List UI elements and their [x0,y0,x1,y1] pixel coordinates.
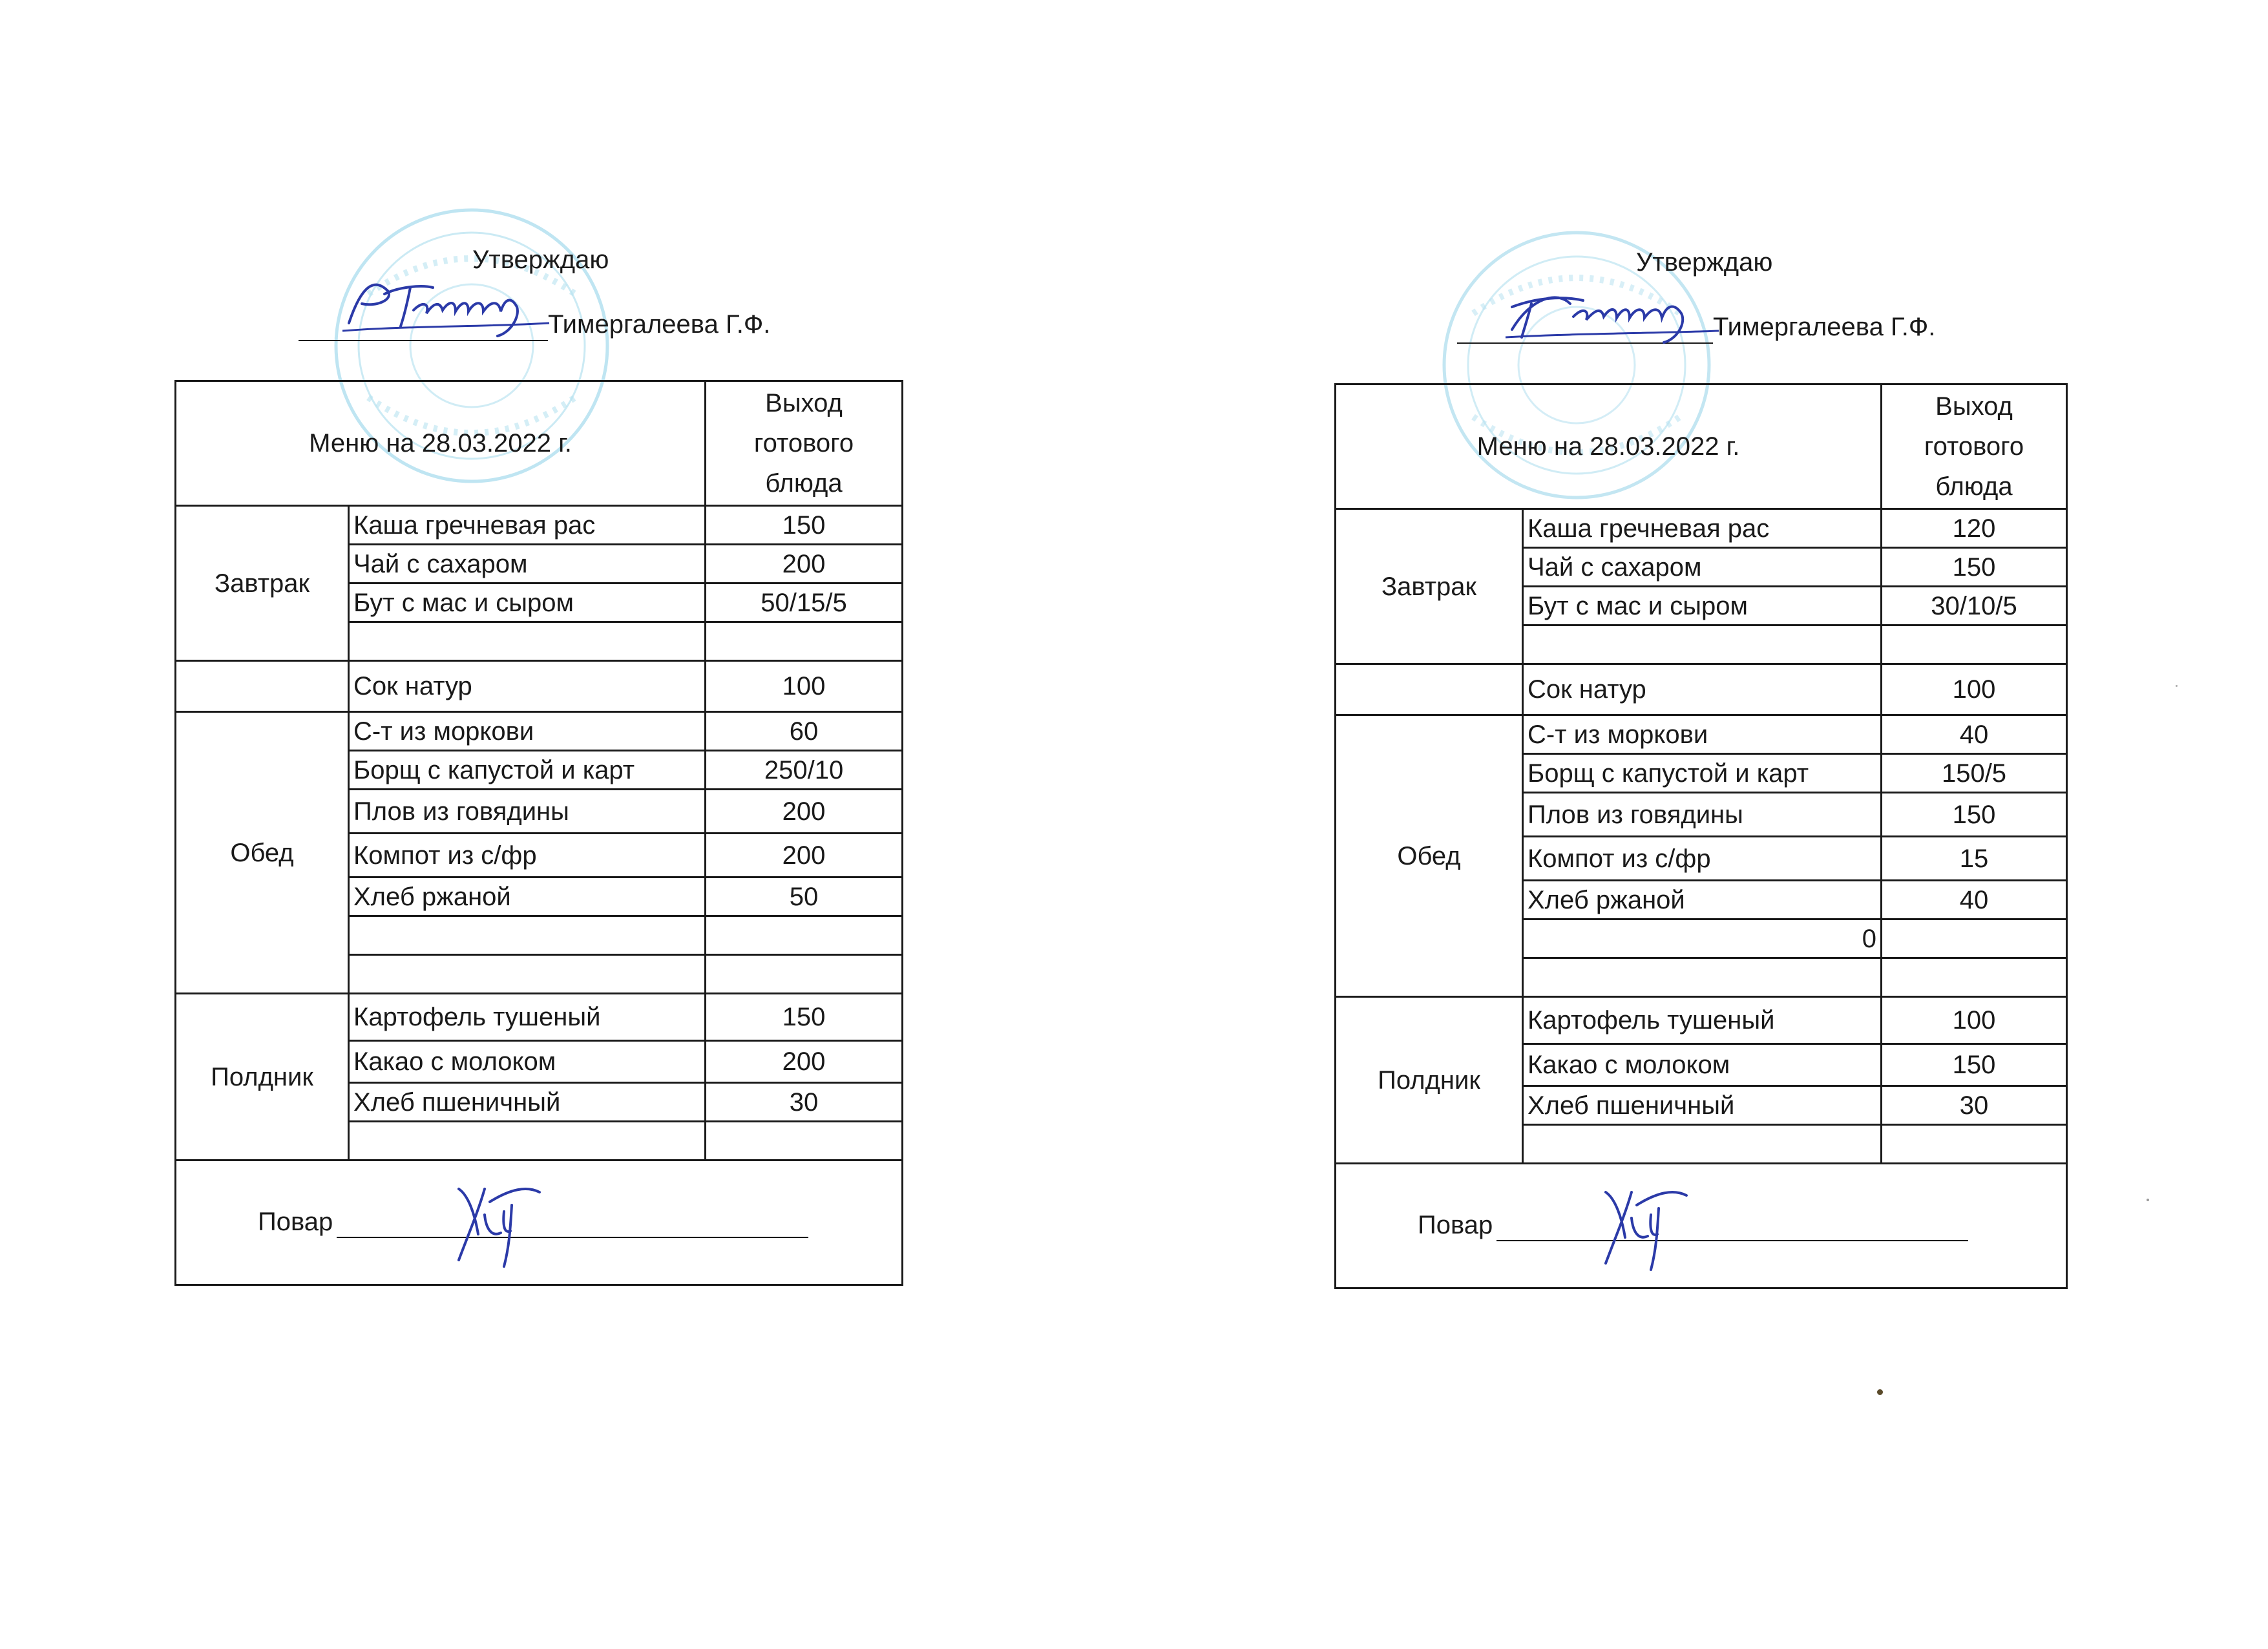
output-header-line: блюда [765,469,843,498]
dish-cell [349,622,706,661]
table-row [1336,509,2067,548]
meal-label-empty [1336,664,1523,715]
meal-label-breakfast: Завтрак [176,506,349,661]
cook-row [1336,1164,2067,1288]
menu-table [174,380,903,1286]
cook-label: Повар [258,1208,333,1236]
dish-cell: Каша гречневая рас [1523,509,1882,548]
qty-cell: 40 [1882,881,2067,919]
table-row [176,994,903,1041]
output-header-line: Выход [1935,392,2013,421]
qty-cell [706,1122,903,1161]
qty-cell: 30/10/5 [1882,587,2067,625]
dish-cell [1523,625,1882,664]
meal-label-snack: Полдник [1336,997,1523,1164]
qty-cell [1882,1125,2067,1164]
scan-speck [2176,685,2178,687]
qty-cell: 150 [706,506,903,545]
scan-speck [1877,1389,1883,1395]
output-header-line: готового [753,429,854,457]
dish-cell [1523,1125,1882,1164]
table-row [1336,664,2067,715]
qty-cell: 150 [706,994,903,1041]
cook-signature-icon [1586,1179,1690,1276]
qty-cell: 250/10 [706,751,903,790]
meal-label-lunch: Обед [176,712,349,994]
table-row [1336,715,2067,754]
qty-cell: 30 [1882,1086,2067,1125]
qty-cell: 100 [1882,997,2067,1044]
dish-cell: Плов из говядины [1523,793,1882,837]
output-header-line: Выход [765,389,843,417]
qty-cell: 200 [706,834,903,877]
dish-cell: С-т из моркови [349,712,706,751]
dish-cell: Бут с мас и сыром [349,583,706,622]
qty-cell: 200 [706,545,903,583]
scan-speck [2147,1199,2149,1201]
output-header [1882,384,2067,509]
menu-sheet-left [0,0,854,1357]
qty-cell: 30 [706,1083,903,1122]
meal-label-snack: Полдник [176,994,349,1161]
dish-cell: Сок натур [1523,664,1882,715]
output-header-line: готового [1924,432,2024,461]
cook-label: Повар [1418,1211,1493,1239]
output-header [706,381,903,506]
dish-cell: Чай с сахаром [349,545,706,583]
table-header-row [1336,384,2067,509]
dish-cell: Борщ с капустой и карт [349,751,706,790]
table-row [176,661,903,712]
dish-cell: Компот из с/фр [1523,837,1882,881]
approve-title: Утверждаю [472,246,609,274]
qty-cell: 120 [1882,509,2067,548]
qty-cell: 40 [1882,715,2067,754]
table-header-row [176,381,903,506]
dish-cell: Плов из говядины [349,790,706,834]
dish-cell: Хлеб ржаной [1523,881,1882,919]
table-row [1336,997,2067,1044]
table-row [176,712,903,751]
dish-cell: Картофель тушеный [349,994,706,1041]
approver-signature-icon [336,271,556,342]
qty-cell: 50/15/5 [706,583,903,622]
output-header-line: блюда [1935,472,2013,501]
qty-cell [1882,958,2067,997]
menu-date-label: Меню на 28.03.2022 г. [176,381,706,506]
dish-cell: Бут с мас и сыром [1523,587,1882,625]
dish-cell [1523,958,1882,997]
dish-cell [349,916,706,955]
dish-cell: Компот из с/фр [349,834,706,877]
cook-signature-line [337,1207,808,1238]
meal-label-empty [176,661,349,712]
dish-cell: С-т из моркови [1523,715,1882,754]
qty-cell [706,916,903,955]
dish-cell [349,1122,706,1161]
dish-cell: Картофель тушеный [1523,997,1882,1044]
dish-cell: Какао с молоком [1523,1044,1882,1086]
cook-signature-icon [439,1176,543,1273]
qty-cell: 200 [706,790,903,834]
dish-cell: Борщ с капустой и карт [1523,754,1882,793]
meal-label-lunch: Обед [1336,715,1523,997]
menu-table [1334,383,2068,1289]
qty-cell [706,955,903,994]
dish-cell: Хлеб пшеничный [1523,1086,1882,1125]
approver-name: Тимергалеева Г.Ф. [548,310,771,339]
approver-signature-icon [1499,278,1725,349]
dish-cell [349,955,706,994]
qty-cell [1882,625,2067,664]
qty-cell: 100 [706,661,903,712]
menu-date-label: Меню на 28.03.2022 г. [1336,384,1882,509]
meal-label-breakfast: Завтрак [1336,509,1523,664]
dish-cell: Чай с сахаром [1523,548,1882,587]
qty-cell: 60 [706,712,903,751]
dish-cell: Сок натур [349,661,706,712]
qty-cell: 15 [1882,837,2067,881]
qty-cell: 50 [706,877,903,916]
cook-signature-line [1496,1210,1968,1241]
menu-sheet-right [1163,0,2024,1357]
qty-cell: 200 [706,1041,903,1083]
qty-cell: 150 [1882,548,2067,587]
dish-cell: Какао с молоком [349,1041,706,1083]
dish-cell: Каша гречневая рас [349,506,706,545]
qty-cell: 150/5 [1882,754,2067,793]
dish-cell: Хлеб ржаной [349,877,706,916]
table-row [176,506,903,545]
dish-cell: 0 [1523,919,1882,958]
qty-cell: 100 [1882,664,2067,715]
approver-name: Тимергалеева Г.Ф. [1713,313,1936,341]
qty-cell [1882,919,2067,958]
qty-cell: 150 [1882,793,2067,837]
qty-cell [706,622,903,661]
approve-title: Утверждаю [1636,248,1773,277]
cook-cell [1336,1164,2067,1288]
qty-cell: 150 [1882,1044,2067,1086]
dish-cell: Хлеб пшеничный [349,1083,706,1122]
